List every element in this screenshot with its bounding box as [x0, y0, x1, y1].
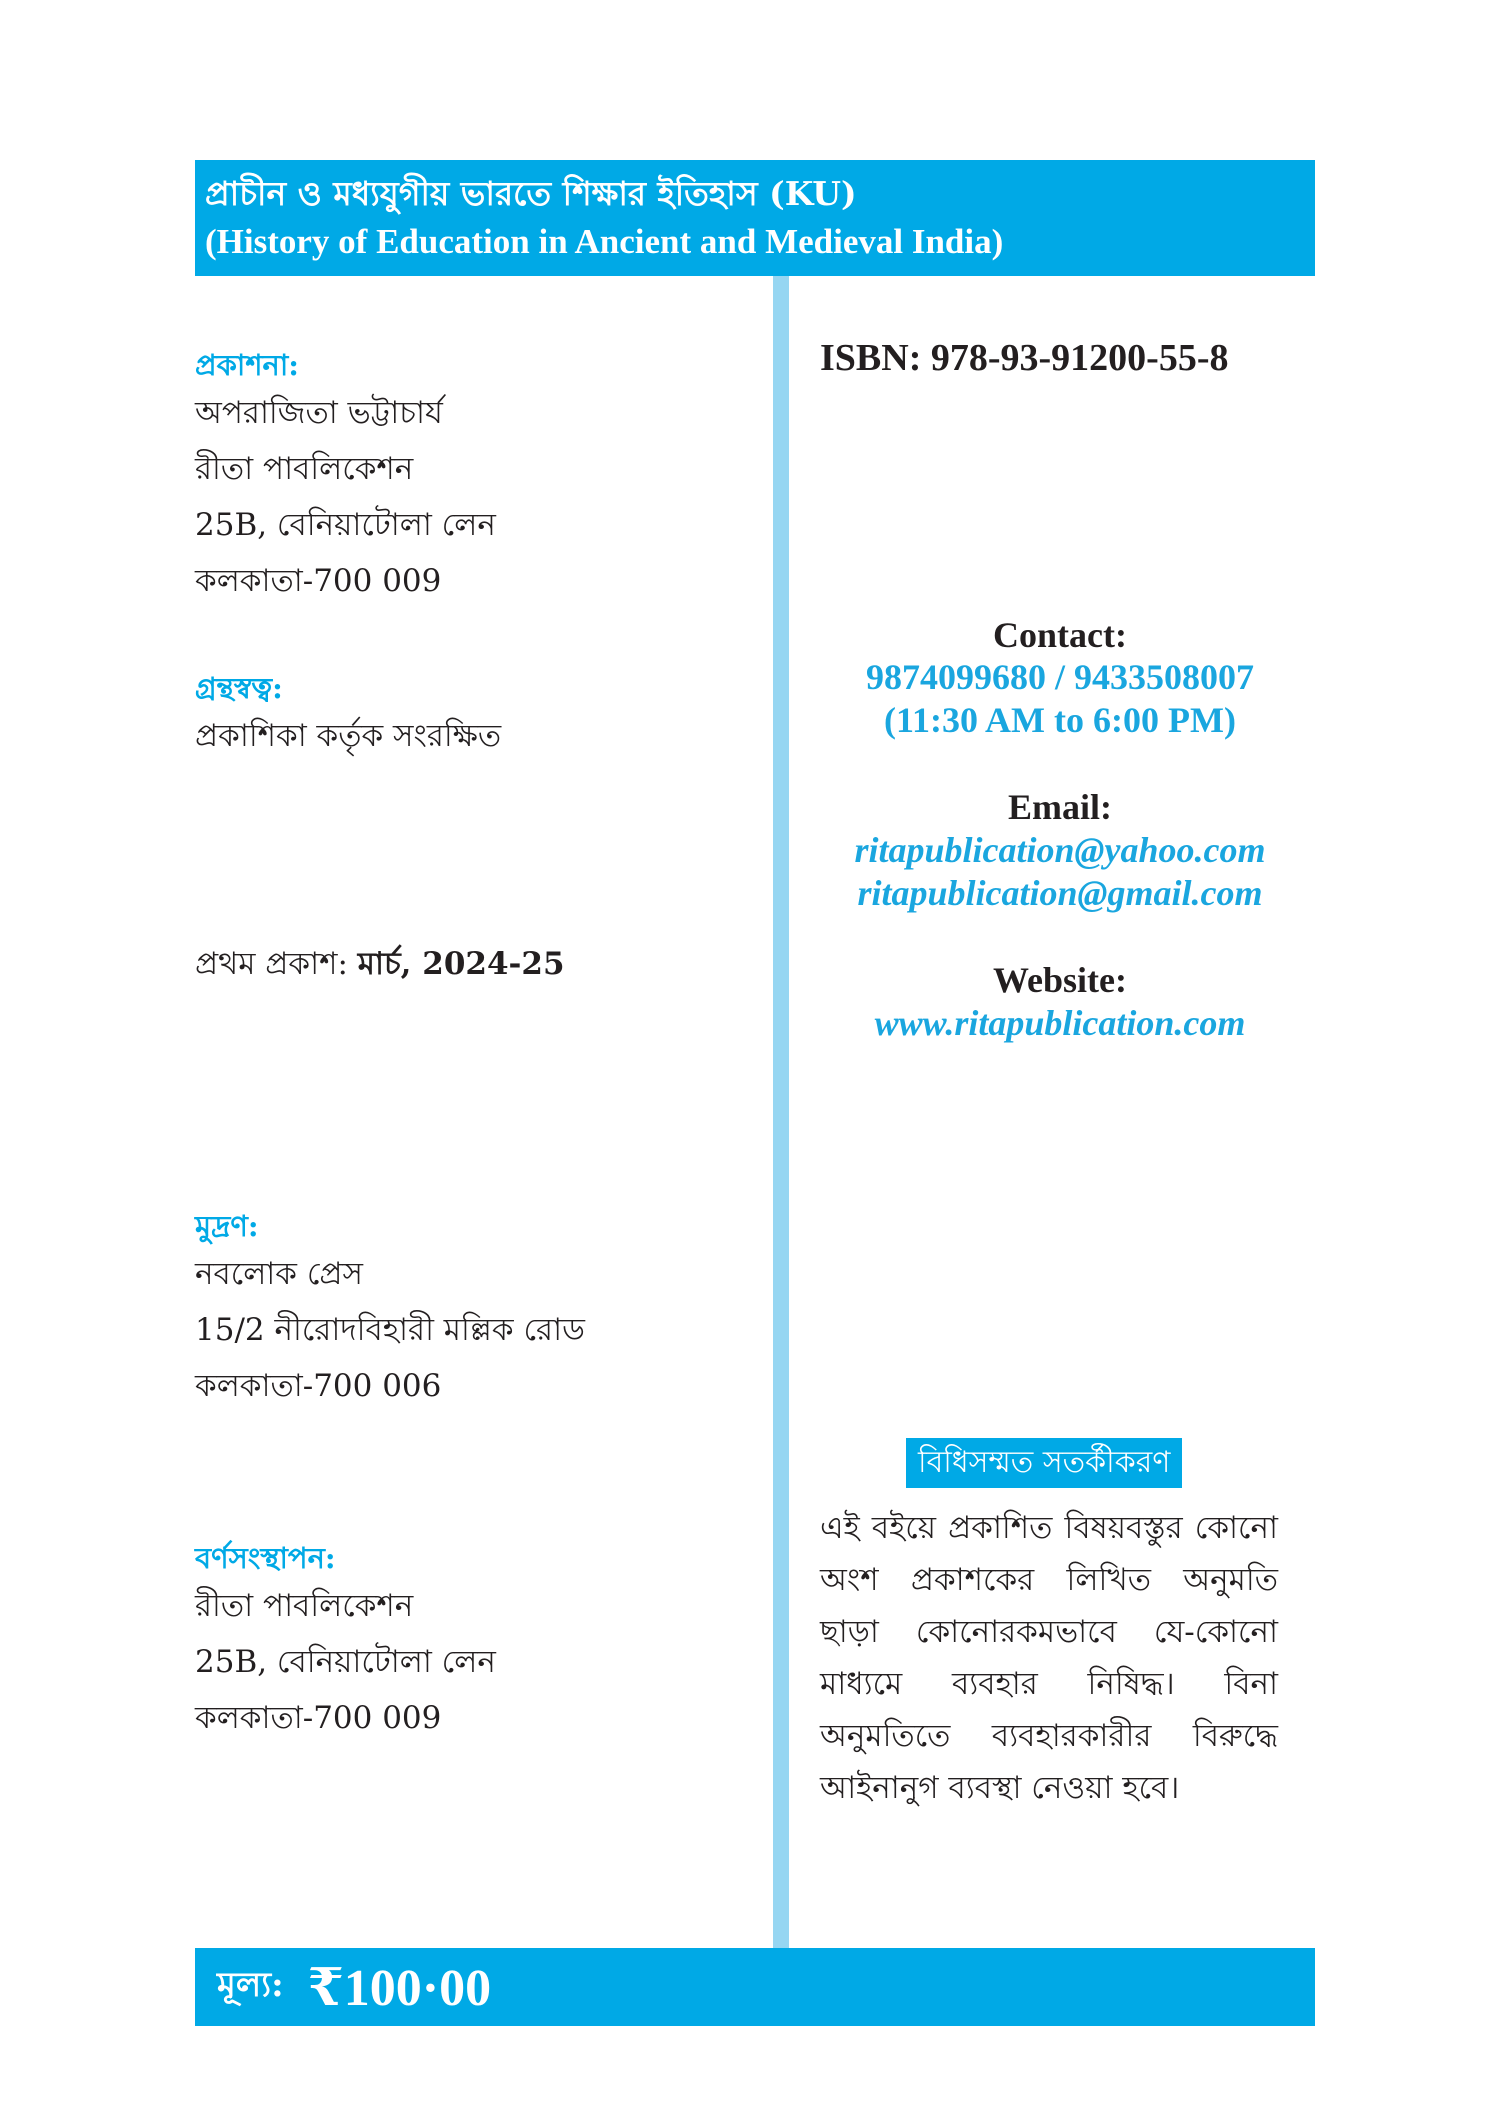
printer-city: কলকাতা-700 006	[195, 1368, 442, 1404]
publisher-name: অপরাজিতা ভট্টাচার্য	[195, 395, 443, 431]
first-edition-label: প্রথম প্রকাশ:	[195, 946, 348, 982]
typesetter-street: 25B, বেনিয়াটোলা লেন	[195, 1644, 496, 1680]
price-bar	[195, 1948, 1315, 2026]
email-gmail-link[interactable]: ritapublication@gmail.com	[857, 873, 1263, 913]
isbn: ISBN: 978-93-91200-55-8	[820, 337, 1229, 379]
book-title-bengali: প্রাচীন ও মধ্যযুগীয় ভারতে শিক্ষার ইতিহাস (KU)	[205, 174, 857, 213]
title-banner	[195, 160, 1315, 276]
printer-street: 15/2 নীরোদবিহারী মল্লিক রোড	[195, 1312, 585, 1348]
legal-warning-text: এই বইয়ে প্রকাশিত বিষয়বস্তুর কোনো অংশ প্রকাশকের লিখিত অনুমতি ছাড়া কোনোরকমভাবে যে-কোনো মাধ্যমে ব্যবহার নিষিদ্ধ। বিনা অনুমতিতে ব্যবহারকারীর বিরুদ্ধে আইনানুগ ব্যবস্থা নেওয়া হবে।	[820, 1510, 1278, 1806]
book-title-english: (History of Education in Ancient and Medieval India)	[205, 222, 1004, 261]
website-link[interactable]: www.ritapublication.com	[874, 1003, 1246, 1043]
typesetter-city: কলকাতা-700 009	[195, 1700, 442, 1736]
contact-label: Contact:	[993, 615, 1127, 655]
typesetting-label: বর্ণসংস্থাপন:	[195, 1541, 336, 1575]
publisher-section	[195, 345, 755, 609]
printer-name: নবলোক প্রেস	[195, 1256, 364, 1292]
copyright-text: প্রকাশিকা কর্তৃক সংরক্ষিত	[195, 718, 502, 754]
publisher-label: প্রকাশনা:	[195, 348, 299, 382]
website-label: Website:	[993, 960, 1127, 1000]
printing-section	[195, 1206, 755, 1414]
contact-phones[interactable]: 9874099680 / 9433508007	[865, 657, 1254, 697]
contact-hours: (11:30 AM to 6:00 PM)	[884, 700, 1236, 740]
printing-label: মুদ্রণ:	[195, 1209, 259, 1243]
price-value: ₹100·00	[307, 1959, 492, 2017]
first-edition-section	[195, 936, 755, 992]
email-label: Email:	[1008, 787, 1112, 827]
typesetting-section	[195, 1538, 755, 1746]
legal-warning-badge: বিধিসম্মত সতর্কীকরণ	[906, 1438, 1182, 1488]
publisher-city: কলকাতা-700 009	[195, 563, 442, 599]
email-yahoo-link[interactable]: ritapublication@yahoo.com	[854, 830, 1266, 870]
column-divider	[773, 276, 789, 1948]
first-edition-value: মার্চ, 2024-25	[357, 946, 565, 982]
price-label: মূল্য:	[217, 1964, 284, 2005]
publisher-company: রীতা পাবলিকেশন	[195, 451, 414, 487]
copyright-section	[195, 668, 755, 764]
typesetter-name: রীতা পাবলিকেশন	[195, 1588, 414, 1624]
publisher-street: 25B, বেনিয়াটোলা লেন	[195, 507, 496, 543]
copyright-label: গ্রন্থস্বত্ব:	[195, 671, 283, 705]
